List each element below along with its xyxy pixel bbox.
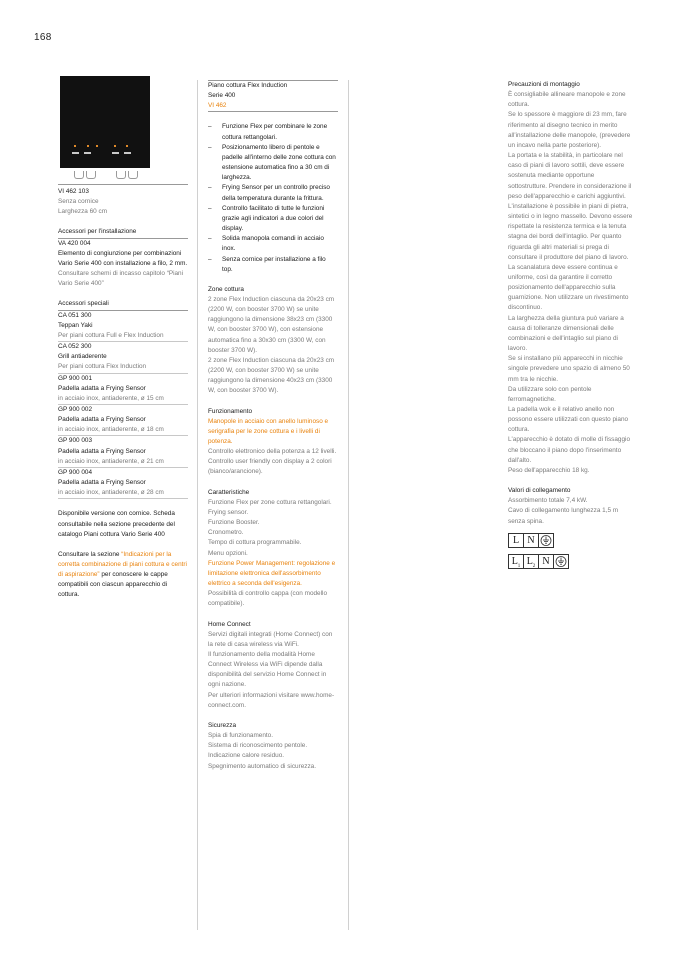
safety-item: Sistema di riconoscimento pentole. — [208, 742, 308, 750]
safety-item: Spia di funzionamento. — [208, 732, 274, 740]
section-title-zones: Zone cottura — [208, 285, 244, 293]
wiring-symbol-label: N — [523, 533, 539, 548]
accessory-code: VA 420 004 — [58, 239, 91, 247]
product-attribute: Senza cornice — [58, 198, 99, 206]
control-knobs-illustration — [58, 168, 188, 182]
accessory-code: GP 900 002 — [58, 405, 92, 413]
product-series: Serie 400 — [208, 92, 236, 100]
operation-text: Controllo elettronico della potenza a 12 livelli. — [208, 448, 337, 456]
section-title-safety: Sicurezza — [208, 721, 237, 729]
accessory-name: Padella adatta a Frying Sensor — [58, 479, 146, 487]
accessory-description: in acciaio inox, antiaderente, ø 21 cm — [58, 457, 188, 468]
wiring-symbol-two-phase — [508, 554, 634, 569]
product-attribute: Larghezza 60 cm — [58, 208, 108, 216]
section-title-mounting: Precauzioni di montaggio — [508, 81, 580, 88]
accessory-item — [58, 311, 188, 342]
accessory-code: CA 052 300 — [58, 343, 92, 351]
product-title: Piano cottura Flex Induction — [208, 82, 288, 89]
mounting-paragraph: È consigliabile allineare manopole e zone cottura. — [508, 91, 626, 109]
characteristic-item: Frying sensor. — [208, 508, 249, 516]
wiring-symbol-label: $L_1$ — [508, 554, 524, 569]
characteristic-item: Cronometro. — [208, 529, 244, 537]
accessory-name: Padella adatta a Frying Sensor — [58, 447, 146, 455]
accessory-item — [58, 436, 188, 467]
wiring-symbol-label: N — [538, 554, 554, 569]
accessory-description: Per piani cottura Full e Flex Induction — [58, 331, 188, 342]
accessory-code: GP 900 004 — [58, 468, 92, 476]
section-title-special-accessories: Accessori speciali — [58, 299, 188, 310]
page-number: 168 — [34, 32, 52, 43]
section-title-home-connect: Home Connect — [208, 620, 251, 628]
feature-item: – Frying Sensor per un controllo preciso della temperatura durante la frittura. — [208, 183, 338, 203]
ground-icon — [538, 533, 554, 548]
column-divider — [348, 80, 349, 930]
accessory-code: GP 900 003 — [58, 437, 92, 445]
accessory-item — [58, 405, 188, 436]
characteristic-item: Funzione Flex per zone cottura rettangolari. — [208, 498, 332, 506]
wiring-symbol-label: L — [508, 533, 524, 548]
product-code: VI 462 103 — [58, 188, 89, 195]
home-connect-text: Per ulteriori informazioni visitare www.home-connect.com. — [208, 691, 335, 709]
feature-item: – Senza cornice per installazione a filo top. — [208, 255, 338, 275]
section-reference-link[interactable]: “Indicazioni per la corretta combinazione di piani cottura e centri di aspirazione” — [58, 550, 187, 579]
connection-text: Assorbimento totale 7,4 kW. — [508, 497, 588, 505]
accessory-code: GP 900 001 — [58, 374, 92, 382]
mounting-paragraph: Da utilizzare solo con pentole ferromagnetiche. — [508, 385, 592, 403]
mounting-paragraph: La larghezza della giuntura può variare a causa di tolleranze dimensionali delle combinazioni e dell'intaglio sul piano di lavoro. — [508, 314, 624, 353]
characteristic-item: Funzione Booster. — [208, 519, 260, 527]
characteristic-item: Tempo di cottura programmabile. — [208, 539, 302, 547]
accessory-code: CA 051 300 — [58, 311, 92, 319]
feature-item: – Posizionamento libero di pentole e padelle all'interno delle zone cottura con estensione automatica fino a 30 cm di larghezza. — [208, 143, 338, 184]
product-model: VI 462 — [208, 101, 338, 112]
mounting-paragraph: Peso dell'apparecchio 18 kg. — [508, 466, 590, 474]
safety-item: Indicazione calore residuo. — [208, 752, 285, 760]
operation-text: Controllo user friendly con display a 2 colori (bianco/arancione). — [208, 458, 332, 476]
mounting-paragraph: L'apparecchio è dotato di molle di fissaggio che bloccano il piano dopo l'inserimento dall'alto. — [508, 436, 631, 464]
accessories-column — [58, 76, 188, 601]
accessory-name: Padella adatta a Frying Sensor — [58, 384, 146, 392]
installation-column — [508, 80, 634, 569]
feature-item: – Funzione Flex per combinare le zone cottura rettangolari. — [208, 122, 338, 142]
accessory-description: in acciaio inox, antiaderente, ø 28 cm — [58, 488, 188, 499]
section-title-operation: Funzionamento — [208, 407, 253, 415]
mounting-paragraph: La padella wok e il relativo anello non possono essere utilizzati con questo piano cottura. — [508, 406, 629, 434]
characteristic-item: Menu opzioni. — [208, 549, 248, 557]
operation-highlight: Manopole in acciaio con anello luminoso e serigrafia per le zone cottura e i livelli di potenza. — [208, 417, 329, 445]
ground-icon — [553, 554, 569, 569]
accessory-description: in acciaio inox, antiaderente, ø 15 cm — [58, 394, 188, 405]
mounting-paragraph: La scanalatura deve essere continua e uniforme, così da garantire il corretto posizionamento dell'apparecchio sulla guarnizione. Non utilizzare un rivestimento discontinuo. — [508, 263, 629, 312]
section-title-characteristics: Caratteristiche — [208, 488, 250, 496]
characteristic-item: Possibilità di controllo cappa (con modello compatibile). — [208, 590, 328, 608]
zones-text: 2 zone Flex Induction ciascuna da 20x23 cm (2200 W, con booster 3700 W) se unite raggiungono la dimensione 38x23 cm (3300 W, con booster 3700 W), con estensione automatica fino a 30x30 cm (3300 W, con booster 3700 W). — [208, 295, 335, 354]
home-connect-text: Il funzionamento della modalità Home Connect Wireless via WiFi dipende dalla disponibilità del servizio Home Connect in ogni nazione. — [208, 650, 327, 689]
wiring-symbol-single-phase — [508, 533, 634, 548]
mounting-paragraph: La portata e la stabilità, in particolare nel caso di piani di lavoro sottili, deve essere sostenuta mediante opportune sottostrutture. Prendere in considerazione il peso dell'apparecchio e carichi aggiuntivi. — [508, 152, 632, 200]
product-column — [208, 80, 338, 772]
accessory-description: Per piani cottura Flex Induction — [58, 362, 188, 373]
accessory-name: Grill antiaderente — [58, 353, 107, 361]
feature-item: – Controllo facilitato di tutte le funzioni grazie agli indicatori a due colori del display. — [208, 204, 338, 234]
consult-section-note: Consultare la sezione “Indicazioni per la corretta combinazione di piani cottura e centri di aspirazione” per conoscere le cappe compatibili con ciascun apparecchio di cottura. — [58, 550, 187, 599]
accessory-item — [58, 374, 188, 405]
home-connect-text: Servizi digitali integrati (Home Connect) con la rete di casa wireless via WiFi. — [208, 630, 333, 648]
characteristic-highlight: Funzione Power Management: regolazione e limitazione elettronica dell'assorbimento elettrico a seconda dell'esigenza. — [208, 559, 336, 588]
accessory-name: Teppan Yaki — [58, 321, 93, 329]
cooktop-product-image — [60, 76, 150, 168]
mounting-paragraph: L'installazione è possibile in piani di pietra, sintetici o in legno massello. Devono essere rispettate la resistenza termica e la tenuta stagna dei bordi dell'intaglio. Per quanto riguarda gli altri materiali si prega di consultare il produttore del piano di lavoro. — [508, 202, 633, 261]
accessory-item — [58, 342, 188, 373]
mounting-paragraph: Se lo spessore è maggiore di 23 mm, fare riferimento al disegno tecnico in merito all'installazione delle manopole, (prevedere un incavo nella parte posteriore). — [508, 111, 631, 149]
accessory-item — [58, 468, 188, 499]
accessory-description: in acciaio inox, antiaderente, ø 18 cm — [58, 425, 188, 436]
accessory-description: Elemento di congiunzione per combinazioni Vario Serie 400 con installazione a filo, 2 mm. — [58, 249, 188, 267]
connection-text: Cavo di collegamento lunghezza 1,5 m senza spina. — [508, 507, 619, 525]
accessory-name: Padella adatta a Frying Sensor — [58, 416, 146, 424]
mounting-paragraph: Se si installano più apparecchi in nicchie singole prevedere uno spazio di almeno 50 mm tra le nicchie. — [508, 355, 630, 383]
feature-item: – Solida manopola comandi in acciaio inox. — [208, 234, 338, 254]
section-title-connection: Valori di collegamento — [508, 487, 571, 495]
safety-item: Spegnimento automatico di sicurezza. — [208, 762, 316, 770]
framed-version-note: Disponibile versione con cornice. Scheda consultabile nella sezione precedente del catalogo Piani cottura Vario Serie 400 — [58, 510, 175, 538]
wiring-symbol-label: $L_2$ — [523, 554, 539, 569]
feature-list — [208, 122, 338, 274]
column-divider — [197, 80, 198, 930]
zones-text: 2 zone Flex Induction ciascuna da 20x23 cm (2200 W, con booster 3700 W) se unite raggiungono la dimensione 40x23 cm (3300 W, con booster 3700 W). — [208, 356, 335, 395]
section-title-installation: Accessori per l'installazione — [58, 227, 188, 238]
accessory-note: Consultare schemi di incasso capitolo “Piani Vario Serie 400” — [58, 270, 184, 288]
